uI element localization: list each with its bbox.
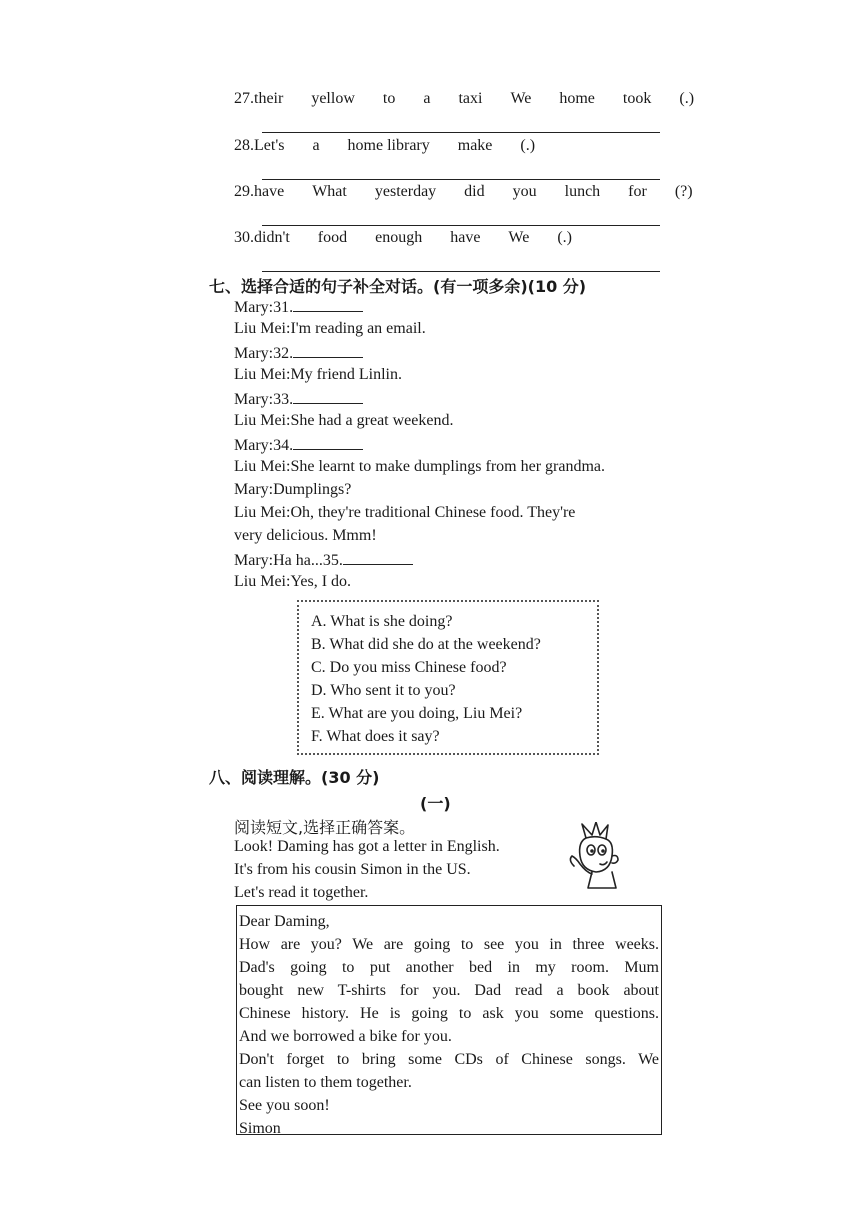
word-token: home xyxy=(559,90,595,107)
word-token: food xyxy=(317,229,348,246)
dialogue-blank-line xyxy=(234,389,363,409)
answer-line[interactable] xyxy=(262,225,660,226)
dialogue-blank-line xyxy=(234,297,363,317)
word-token: We xyxy=(508,229,530,246)
section-8-title: 八、阅读理解。(30 分) xyxy=(209,768,380,787)
reorder-question xyxy=(234,90,694,108)
word-token: make xyxy=(457,137,493,154)
dialogue-text: Liu Mei:She had a great weekend. xyxy=(234,412,454,429)
word-token: didn't xyxy=(254,229,290,246)
reading-instruction: 阅读短文,选择正确答案。 xyxy=(234,818,416,837)
dialogue-blank-line xyxy=(234,435,363,455)
word-token: (.) xyxy=(679,90,695,107)
word-token: We xyxy=(510,90,532,107)
intro-line-1: Look! Daming has got a letter in English. xyxy=(234,838,500,855)
question-number: 29. xyxy=(234,183,254,200)
dialogue-line xyxy=(234,412,453,430)
word-token: taxi xyxy=(458,90,483,107)
letter-line: Chinese history. He is going to ask you some questions. xyxy=(239,1005,659,1022)
word-token: took xyxy=(622,90,652,107)
boy-illustration xyxy=(566,822,628,892)
word-token: did xyxy=(464,183,485,200)
answer-blank[interactable] xyxy=(293,389,363,404)
word-token: lunch xyxy=(564,183,601,200)
dialogue-line xyxy=(234,320,426,338)
letter-box xyxy=(236,905,662,1135)
dialogue-text: Liu Mei:I'm reading an email. xyxy=(234,320,426,337)
reorder-question xyxy=(234,183,693,201)
dialogue-line xyxy=(234,527,377,545)
word-token: (?) xyxy=(674,183,693,200)
option-b: B. What did she do at the weekend? xyxy=(311,636,541,653)
dialogue-text: Liu Mei:She learnt to make dumplings from her grandma. xyxy=(234,458,606,475)
answer-line[interactable] xyxy=(262,132,660,133)
dialogue-text: Mary:32. xyxy=(234,345,294,362)
answer-blank[interactable] xyxy=(293,343,363,358)
word-token: for xyxy=(628,183,647,200)
dialogue-line xyxy=(234,504,575,522)
letter-line: Dad's going to put another bed in my room. Mum xyxy=(239,959,659,976)
letter-line: can listen to them together. xyxy=(239,1074,412,1091)
word-token: have xyxy=(254,183,285,200)
dialogue-text: Mary:34. xyxy=(234,437,294,454)
dialogue-text: Liu Mei:My friend Linlin. xyxy=(234,366,402,383)
dialogue-text: Mary:33. xyxy=(234,391,294,408)
option-e: E. What are you doing, Liu Mei? xyxy=(311,705,523,722)
word-token: have xyxy=(450,229,481,246)
reorder-question xyxy=(234,137,535,155)
answer-blank[interactable] xyxy=(293,435,363,450)
answer-line[interactable] xyxy=(262,271,660,272)
section-7-title: 七、选择合适的句子补全对话。(有一项多余)(10 分) xyxy=(209,277,587,296)
option-f: F. What does it say? xyxy=(311,728,440,745)
dialogue-line xyxy=(234,481,351,499)
word-token: (.) xyxy=(557,229,572,246)
option-a: A. What is she doing? xyxy=(311,613,453,630)
option-c: C. Do you miss Chinese food? xyxy=(311,659,507,676)
word-token: enough xyxy=(375,229,423,246)
word-token: their xyxy=(254,90,284,107)
question-number: 27. xyxy=(234,90,254,107)
word-token: yesterday xyxy=(374,183,437,200)
word-token: you xyxy=(512,183,537,200)
answer-line[interactable] xyxy=(262,179,660,180)
letter-line: How are you? We are going to see you in three weeks. xyxy=(239,936,659,953)
dialogue-text: very delicious. Mmm! xyxy=(234,527,377,544)
dialogue-text: Liu Mei:Oh, they're traditional Chinese food. They're xyxy=(234,504,576,521)
word-token: a xyxy=(312,137,320,154)
dialogue-text: Mary:Ha ha...35. xyxy=(234,552,343,569)
letter-line: bought new T-shirts for you. Dad read a book about xyxy=(239,982,659,999)
word-token: What xyxy=(312,183,347,200)
dialogue-line xyxy=(234,573,351,591)
letter-line: See you soon! xyxy=(239,1097,330,1114)
question-number: 28. xyxy=(234,137,254,154)
intro-line-3: Let's read it together. xyxy=(234,884,369,901)
question-number: 30. xyxy=(234,229,254,246)
answer-blank[interactable] xyxy=(343,550,413,565)
dialogue-text: Liu Mei:Yes, I do. xyxy=(234,573,352,590)
letter-line: Dear Daming, xyxy=(239,913,330,930)
options-box xyxy=(297,600,599,755)
reorder-question xyxy=(234,229,572,247)
letter-line: Don't forget to bring some CDs of Chinese songs. We xyxy=(239,1051,659,1068)
dialogue-text: Mary:Dumplings? xyxy=(234,481,352,498)
dialogue-text: Mary:31. xyxy=(234,299,294,316)
word-token: a xyxy=(423,90,431,107)
word-token: yellow xyxy=(311,90,355,107)
letter-line: And we borrowed a bike for you. xyxy=(239,1028,452,1045)
word-token: home library xyxy=(347,137,430,154)
passage-number: (一) xyxy=(420,794,451,813)
intro-line-2: It's from his cousin Simon in the US. xyxy=(234,861,471,878)
dialogue-line xyxy=(234,366,402,384)
dialogue-blank-line xyxy=(234,343,363,363)
answer-blank[interactable] xyxy=(293,297,363,312)
option-d: D. Who sent it to you? xyxy=(311,682,456,699)
word-token: to xyxy=(382,90,396,107)
dialogue-line xyxy=(234,458,605,476)
word-token: (.) xyxy=(520,137,536,154)
word-token: Let's xyxy=(254,137,285,154)
letter-signature: Simon xyxy=(239,1120,281,1137)
dialogue-blank-line xyxy=(234,550,413,570)
